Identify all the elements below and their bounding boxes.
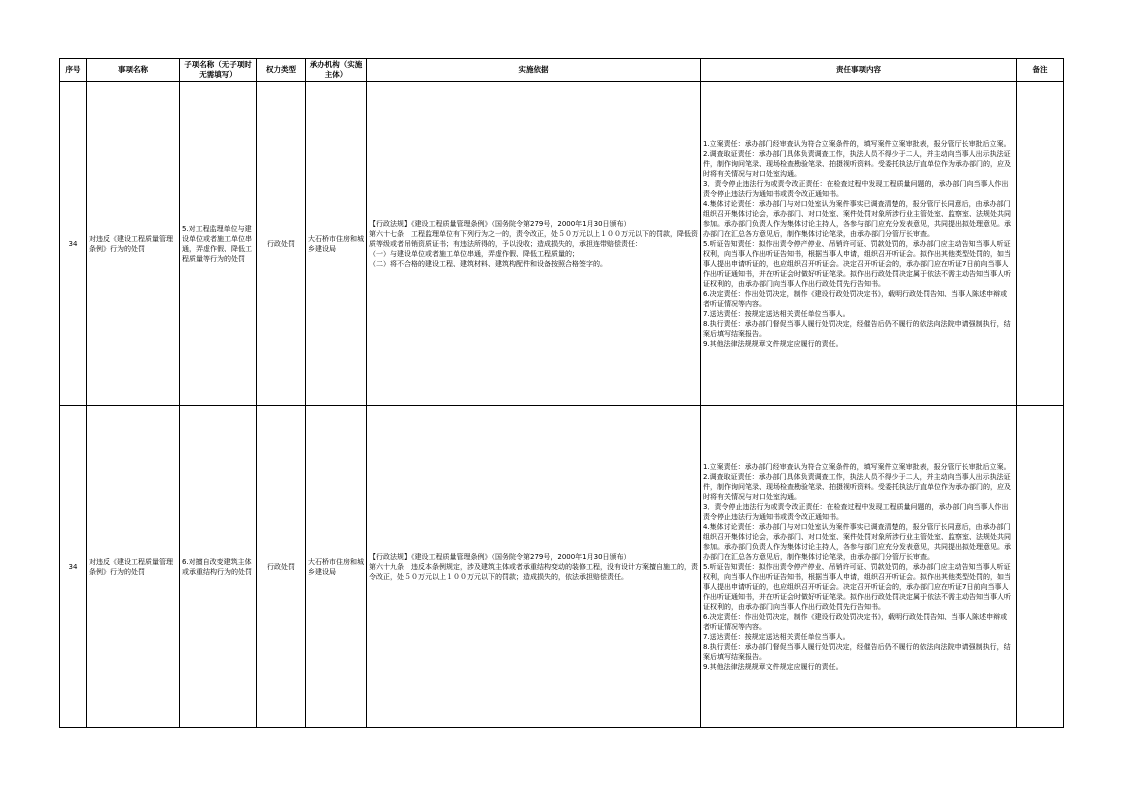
header-item-name: 事项名称 bbox=[87, 59, 180, 82]
cell-item-name: 对违反《建设工程质量管理条例》行为的处罚 bbox=[87, 82, 180, 406]
header-sub-item: 子项名称（无子项时无需填写） bbox=[180, 59, 257, 82]
cell-duty: 1.立案责任：承办部门经审查认为符合立案条件的，填写案件立案审批表，报分管厅长审批后立案。 2.调查取证责任：承办部门具体负责调查工作，执法人员不得少于二人，并主动向当事人出示执法证件，制作询问笔录、现场检查勘验笔录、拍摄视听资料。受委托执法厅直单位作为承办部门的，应及时将有关情况与对口处室沟通。 3．责令停止违法行为或责令改正责任：在检查过程中发现工程质量问题的，承办部门向当事人作出责令停止违法行为通知书或责令改正通知书。 4.集体讨论责任：承办部门与对口处室认为案件事实已调查清楚的，报分管厅长同意后，由承办部门组织召开集体讨论会，承办部门、对口处室、案件处罚对象所涉行业主管处室、监察室、法规处共同参加。承办部门负责人作为集体讨论主持人，各参与部门应充分发表意见，共同提出拟处理意见。承办部门在汇总各方意见后，制作集体讨论笔录，由承办部门分管厅长审查。 5.听证告知责任：拟作出责令停产停业、吊销许可证、罚款处罚的，承办部门应主动告知当事人听证权利，向当事人作出听证告知书，根据当事人申请，组织召开听证会。拟作出其他类型处罚的，如当事人提出申请听证的，也应组织召开听证会。决定召开听证会的，承办部门应在听证7日前向当事人作出听证通知书，并在听证会时做好听证笔录。拟作出行政处罚决定属于依法不需主动告知当事人听证权利的，由承办部门向当事人作出行政处罚先行告知书。 6.决定责任：作出处罚决定，制作《建设行政处罚决定书》，载明行政处罚告知、当事人陈述申辩或者听证情况等内容。 7.送达责任：按规定送达相关责任单位当事人。 8.执行责任：承办部门督促当事人履行处罚决定，经催告后仍不履行的依法向法院申请强制执行，结案后填写结案报告。 9.其他法律法规规章文件规定应履行的责任。 bbox=[701, 82, 1017, 406]
cell-duty: 1.立案责任：承办部门经审查认为符合立案条件的，填写案件立案审批表，报分管厅长审批后立案。 2.调查取证责任：承办部门具体负责调查工作，执法人员不得少于二人，并主动向当事人出示执法证件，制作询问笔录、现场检查勘验笔录、拍摄视听资料。受委托执法厅直单位作为承办部门的，应及时将有关情况与对口处室沟通。 3．责令停止违法行为或责令改正责任：在检查过程中发现工程质量问题的，承办部门向当事人作出责令停止违法行为通知书或责令改正通知书。 4.集体讨论责任：承办部门与对口处室认为案件事实已调查清楚的，报分管厅长同意后，由承办部门组织召开集体讨论会，承办部门、对口处室、案件处罚对象所涉行业主管处室、监察室、法规处共同参加。承办部门负责人作为集体讨论主持人，各参与部门应充分发表意见，共同提出拟处理意见。承办部门在汇总各方意见后，制作集体讨论笔录，由承办部门分管厅长审查。 5.听证告知责任：拟作出责令停产停业、吊销许可证、罚款处罚的，承办部门应主动告知当事人听证权利，向当事人作出听证告知书，根据当事人申请，组织召开听证会。拟作出其他类型处罚的，如当事人提出申请听证的，也应组织召开听证会。决定召开听证会的，承办部门应在听证7日前向当事人作出听证通知书，并在听证会时做好听证笔录。拟作出行政处罚决定属于依法不需主动告知当事人听证权利的，由承办部门向当事人作出行政处罚先行告知书。 6.决定责任：作出处罚决定，制作《建设行政处罚决定书》，载明行政处罚告知、当事人陈述申辩或者听证情况等内容。 7.送达责任：按规定送达相关责任单位当事人。 8.执行责任：承办部门督促当事人履行处罚决定，经催告后仍不履行的依法向法院申请强制执行，结案后填写结案报告。 9.其他法律法规规章文件规定应履行的责任。 bbox=[701, 406, 1017, 728]
cell-item-name: 对违反《建设工程质量管理条例》行为的处罚 bbox=[87, 406, 180, 728]
cell-note bbox=[1017, 82, 1064, 406]
cell-power-type: 行政处罚 bbox=[257, 82, 306, 406]
header-basis: 实施依据 bbox=[367, 59, 701, 82]
cell-org: 大石桥市住房和城乡建设局 bbox=[306, 406, 367, 728]
cell-basis: 【行政法规】《建设工程质量管理条例》（国务院令第279号，2000年1月30日颁布） 第六十七条 工程监理单位有下列行为之一的，责令改正，处５０万元以上１００万元以下的罚款，降低资质等级或者吊销资质证书；有违法所得的，予以没收；造成损失的，承担连带赔偿责任： （一）与建设单位或者施工单位串通，弄虚作假、降低工程质量的； （二）将不合格的建设工程、建筑材料、建筑构配件和设备按照合格签字的。 bbox=[367, 82, 701, 406]
header-org: 承办机构（实施主体） bbox=[306, 59, 367, 82]
cell-no: 34 bbox=[60, 406, 87, 728]
cell-sub-item: 5.对工程监理单位与建设单位或者施工单位串通，弄虚作假、降低工程质量等行为的处罚 bbox=[180, 82, 257, 406]
cell-no: 34 bbox=[60, 82, 87, 406]
header-duty: 责任事项内容 bbox=[701, 59, 1017, 82]
cell-power-type: 行政处罚 bbox=[257, 406, 306, 728]
header-row bbox=[60, 59, 1064, 82]
cell-org: 大石桥市住房和城乡建设局 bbox=[306, 82, 367, 406]
table-row bbox=[60, 406, 1064, 728]
cell-basis: 【行政法规】《建设工程质量管理条例》（国务院令第279号，2000年1月30日颁布） 第六十九条 违反本条例规定，涉及建筑主体或者承重结构变动的装修工程，没有设计方案擅自施工的，责令改正，处５０万元以上１００万元以下的罚款；造成损失的，依法承担赔偿责任。 bbox=[367, 406, 701, 728]
table-row bbox=[60, 82, 1064, 406]
cell-note bbox=[1017, 406, 1064, 728]
cell-sub-item: 6.对擅自改变建筑主体或承重结构行为的处罚 bbox=[180, 406, 257, 728]
header-no: 序号 bbox=[60, 59, 87, 82]
header-note: 备注 bbox=[1017, 59, 1064, 82]
header-power-type: 权力类型 bbox=[257, 59, 306, 82]
responsibility-table bbox=[59, 58, 1064, 728]
